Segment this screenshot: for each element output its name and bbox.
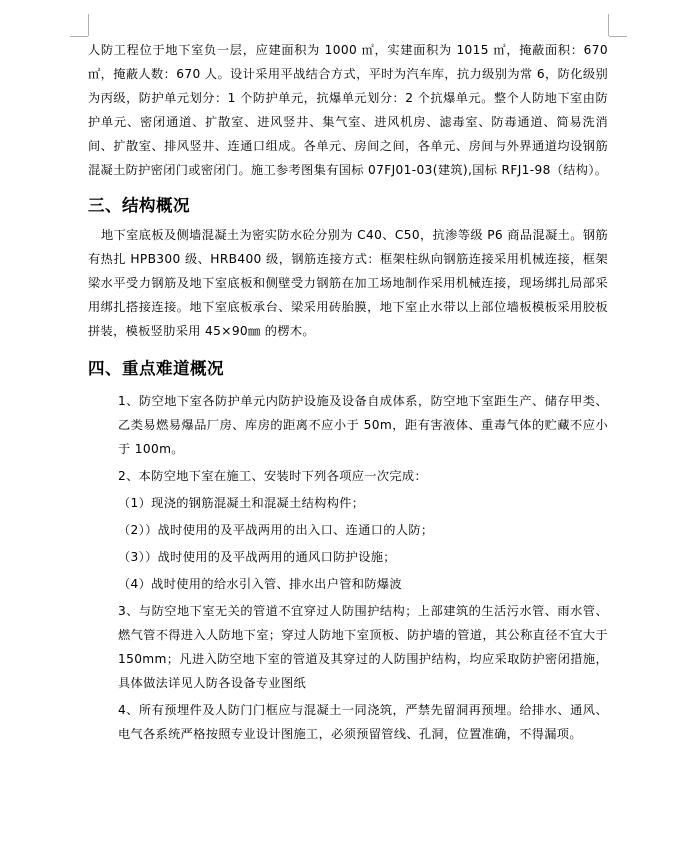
crop-mark-left	[88, 14, 89, 36]
difficulty-item-1: 1、防空地下室各防护单元内防护设施及设备自成体系，防空地下室距生产、储存甲类、乙类易燃易爆品厂房、库房的距离不应小于 50m，距有害液体、重毒气体的贮藏不应小于 100m。	[118, 394, 608, 456]
section-3-paragraph: 地下室底板及侧墙混凝土为密实防水砼分别为 C40、C50，抗渗等级 P6 商品混凝土。钢筋有热扎 HPB300 级、HRB400 级，钢筋连接方式：框架柱纵向钢筋连接采用机械连接，框架梁水平受力钢筋及地下室底板和侧壁受力钢筋在加工场地制作采用机械连接，现场绑扎局部采用绑扎搭接连接。地下室底板承台、梁采用砖胎膜，地下室止水带以上部位墙板模板采用胶板拼装，模板竖肋采用 45×90㎜ 的楞木。	[88, 228, 608, 338]
crop-mark-left-h	[70, 36, 88, 37]
difficulty-item-4: 4、所有预埋件及人防门门框应与混凝土一同浇筑，严禁先留洞再预埋。给排水、通风、电气各系统严格按照专业设计图施工，必须预留管线、孔洞，位置准确，不得漏项。	[118, 703, 608, 741]
intro-paragraph: 人防工程位于地下室负一层，应建面积为 1000 ㎡，实建面积为 1015 ㎡，掩蔽面积：670 ㎡，掩蔽人数：670 人。设计采用平战结合方式，平时为汽车库，抗力级别为常 6，防化级别为丙级，防护单元划分：1 个防护单元，抗爆单元划分：2 个抗爆单元。整个人防地下室由防护单元、密闭通道、扩散室、进风竖井、集气室、进风机房、滤毒室、防毒通道、简易洗消间、扩散室、排风竖井、连通口组成。各单元、房间之间，各单元、房间与外界通道均设钢筋混凝土防护密闭门或密闭门。施工参考图集有国标 07FJ01-03(建筑),国标 RFJ1-98（结构）。	[88, 43, 608, 177]
crop-mark-right	[608, 14, 609, 36]
crop-mark-right-h	[609, 36, 627, 37]
section-3-heading: 三、结构概况	[88, 196, 190, 215]
sub-item-3: （3））战时使用的及平战两用的通风口防护设施；	[118, 550, 396, 564]
sub-item-4: （4）战时使用的给水引入管、排水出户管和防爆波	[118, 577, 402, 591]
section-4-heading: 四、重点难道概况	[88, 359, 224, 378]
sub-item-2: （2））战时使用的及平战两用的出入口、连通口的人防；	[118, 523, 434, 537]
document-body	[88, 38, 608, 746]
difficulty-item-2: 2、本防空地下室在施工、安装时下列各项应一次完成：	[118, 469, 428, 483]
sub-item-1: （1）现浇的钢筋混凝土和混凝土结构构件；	[118, 496, 365, 510]
difficulty-item-3: 3、与防空地下室无关的管道不宜穿过人防围护结构；上部建筑的生活污水管、雨水管、燃气管不得进入人防地下室；穿过人防地下室顶板、防护墙的管道，其公称直径不宜大于 150mm；凡进入防空地下室的管道及其穿过的人防围护结构，均应采取防护密闭措施，具体做法详见人防各设备专业图纸	[118, 604, 608, 690]
